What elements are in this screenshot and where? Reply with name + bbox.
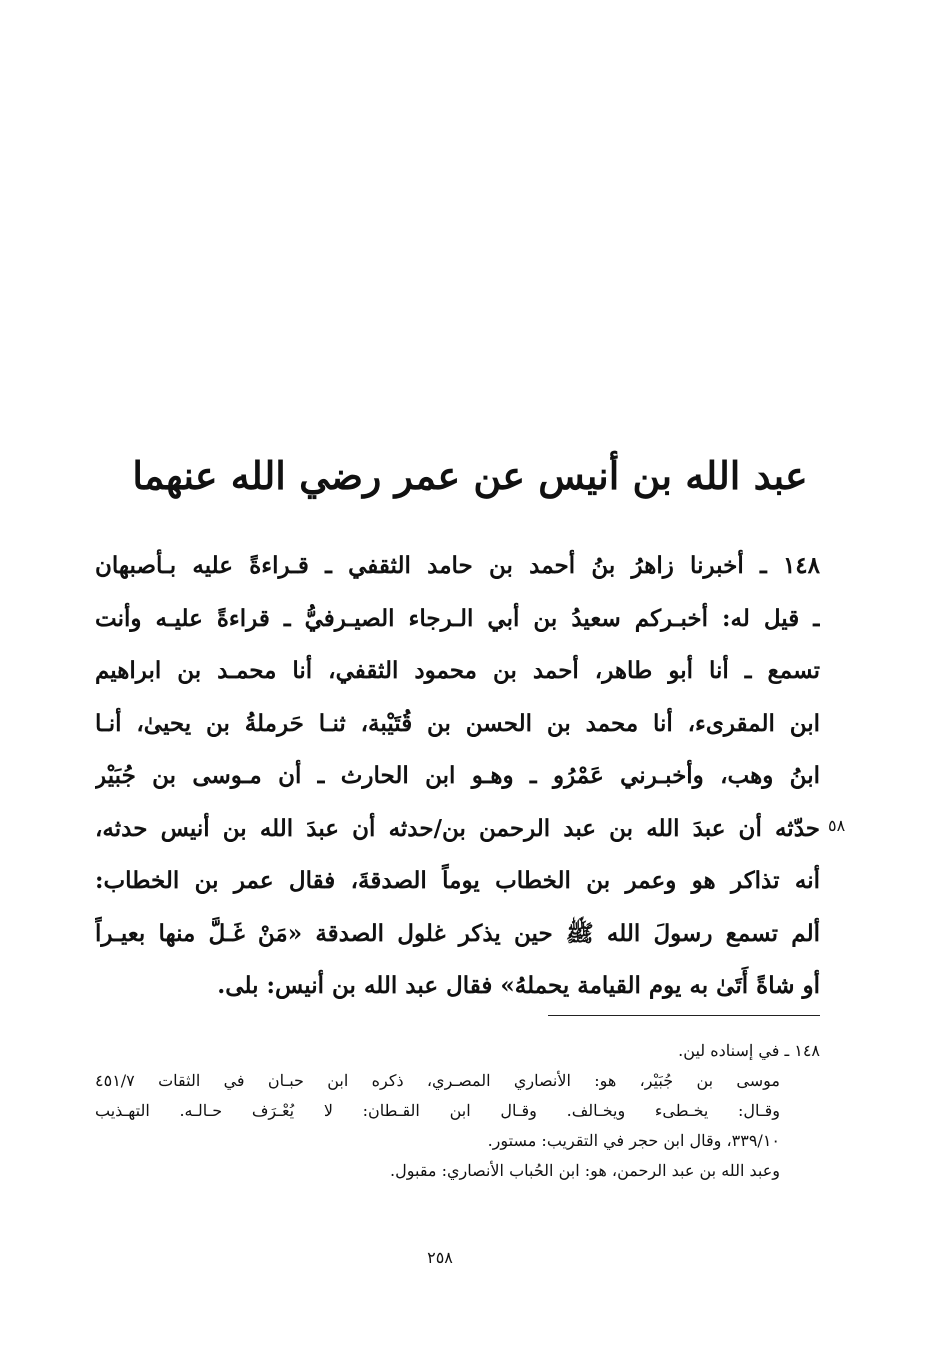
text-line: ألم تسمع رسولَ الله ﷺ حين يذكر غلول الصدقة «مَنْ غَـلَّ منها بعيـراً <box>95 919 820 947</box>
footnote-line: وقـال: يخـطىء ويخـالف. وقـال ابن القـطان: لا يُعْـرَف حـالـه. التهـذيب <box>95 1101 780 1120</box>
footnotes <box>95 1036 820 1186</box>
text-line: ـ قيل له: أخبـركم سعيدُ بن أبي الـرجاء الصيـرفيُّ ـ قراءةً عليـه وأنت <box>95 604 820 632</box>
footnote-line: ٣٣٩/١٠، وقال ابن حجر في التقريب: مستور. <box>487 1131 780 1150</box>
text-line: حدّثه أن عبدَ الله بن عبد الرحمن بن/حدثه أن عبدَ الله بن أنيس حدثه، <box>95 814 820 842</box>
footnote-divider <box>548 1015 820 1016</box>
page-number: ٢٥٨ <box>427 1248 453 1267</box>
text-line: ابنُ وهب، وأخبـرني عَمْرُو ـ وهـو ابن الحارث ـ أن مـوسى بن جُبَيْر <box>95 762 820 789</box>
text-line: ١٤٨ ـ أخبرنا زاهرُ بنُ أحمد بن حامد الثقفي ـ قـراءةً عليه بـأصبهان <box>95 552 820 579</box>
hadith-text <box>95 540 820 1013</box>
footnote-line: موسى بن جُبَيْر، هو: الأنصاري المصـري، ذكره ابن حبـان في الثقات ٤٥١/٧ <box>95 1071 780 1090</box>
footnote-line: وعبد الله بن عبد الرحمن، هو: ابن الحُباب الأنصاري: مقبول. <box>390 1161 780 1180</box>
text-line: ابن المقرىء، أنا محمد بن الحسن بن قُتَيْبة، ثنـا حَرملةُ بن يحيىٰ، أنـا <box>95 709 820 737</box>
chapter-title: عبد الله بن أنيس عن عمر رضي الله عنهما <box>132 453 808 498</box>
text-line: تسمع ـ أنا أبو طاهر، أحمد بن محمود الثقفي، أنا محمـد بن ابراهيم <box>95 657 820 684</box>
text-line: أنه تذاكر هو وعمر بن الخطاب يوماً الصدقةَ، فقال عمر بن الخطاب: <box>95 867 820 894</box>
text-line: أو شاةً أَتَىٰ به يوم القيامة يحملهُ» فقال عبد الله بن أنيس: بلى. <box>217 972 820 999</box>
margin-folio-number: ٥٨ <box>828 816 846 835</box>
footnote-header: ١٤٨ ـ في إسناده لين. <box>678 1041 820 1060</box>
